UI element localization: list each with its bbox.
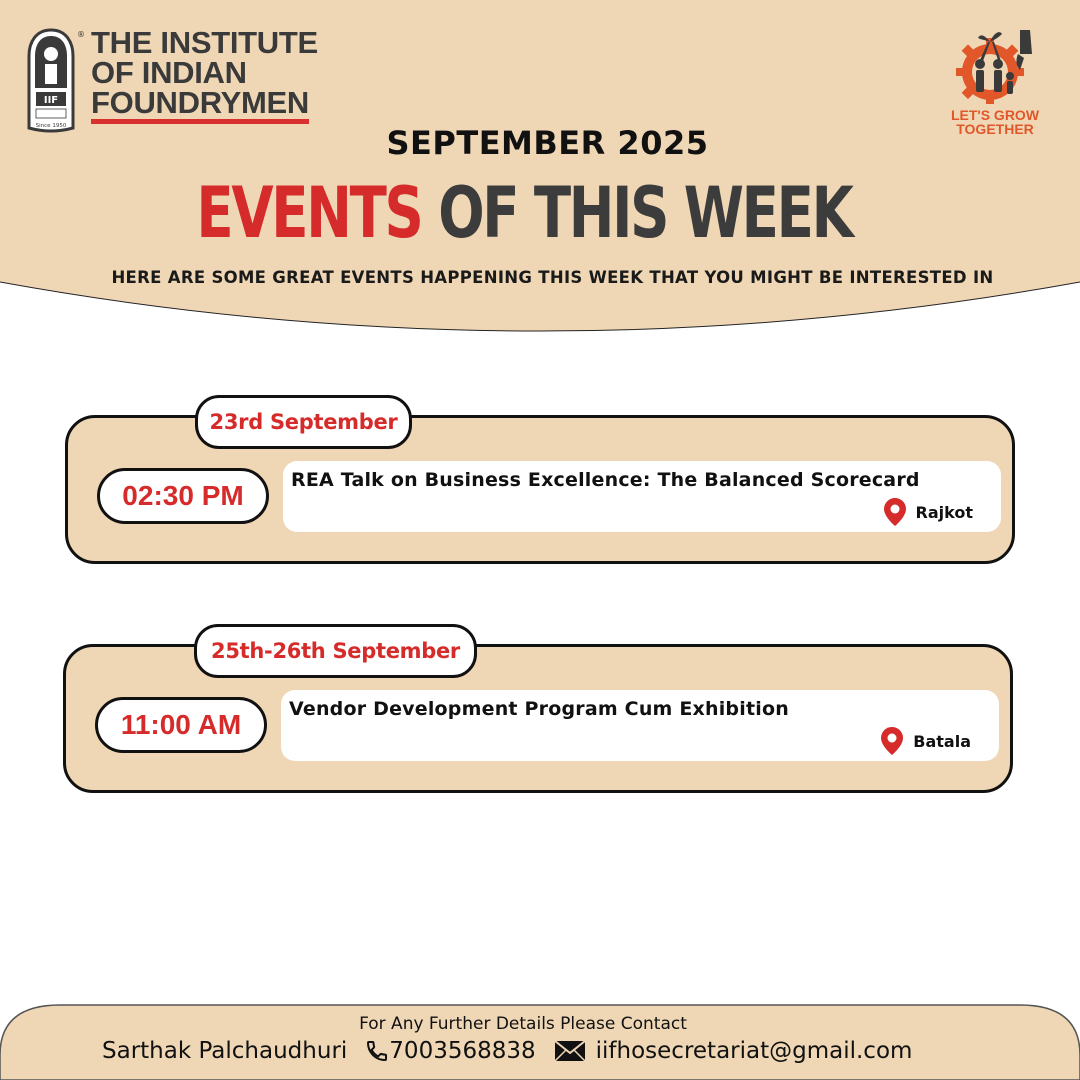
map-pin-icon: [884, 498, 906, 526]
svg-text:IIF: IIF: [43, 95, 59, 106]
iif-seal-icon: [26, 28, 76, 134]
event-location-label: Batala: [913, 731, 971, 751]
org-logo: [26, 25, 318, 134]
contact-note: For Any Further Details Please Contact: [359, 1014, 687, 1034]
event-date: 23rd September: [195, 395, 412, 449]
month-heading: SEPTEMBER 2025: [386, 124, 709, 162]
event-location: [884, 498, 973, 526]
registered-mark: ®: [77, 30, 85, 39]
tagline: HERE ARE SOME GREAT EVENTS HAPPENING THIS WEEK THAT YOU MIGHT BE INTERESTED IN: [111, 268, 994, 287]
event-time: 02:30 PM: [97, 468, 269, 524]
event-title: Vendor Development Program Cum Exhibition: [289, 698, 789, 720]
event-info: [281, 690, 999, 761]
badge-line2: TOGETHER: [956, 121, 1034, 137]
event-time: 11:00 AM: [95, 697, 267, 753]
badge-line1: LET'S GROW: [950, 107, 1040, 123]
contact-row: [102, 1038, 912, 1064]
svg-text:Since 1950: Since 1950: [35, 123, 67, 129]
phone-link[interactable]: 7003568838: [389, 1038, 536, 1064]
title-rest: OF THIS WEEK: [438, 172, 852, 254]
event-title: REA Talk on Business Excellence: The Balanced Scorecard: [291, 469, 920, 491]
event-location: [881, 727, 971, 755]
org-name: [91, 25, 318, 124]
map-pin-icon: [881, 727, 903, 755]
event-info: [283, 461, 1001, 532]
title-accent: EVENTS: [196, 172, 422, 254]
org-name-line3: FOUNDRYMEN: [91, 88, 309, 124]
email-link[interactable]: iifhosecretariat@gmail.com: [595, 1038, 913, 1064]
event-date: 25th-26th September: [194, 624, 477, 678]
growth-gear-icon: [950, 24, 1040, 106]
org-name-line2: OF INDIAN: [91, 55, 247, 90]
page-title: [115, 172, 932, 254]
org-name-line1: THE INSTITUTE: [91, 25, 318, 60]
event-location-label: Rajkot: [915, 502, 973, 522]
contact-name: Sarthak Palchaudhuri: [102, 1038, 348, 1064]
phone-icon: [365, 1039, 389, 1063]
mail-icon: [554, 1040, 586, 1062]
